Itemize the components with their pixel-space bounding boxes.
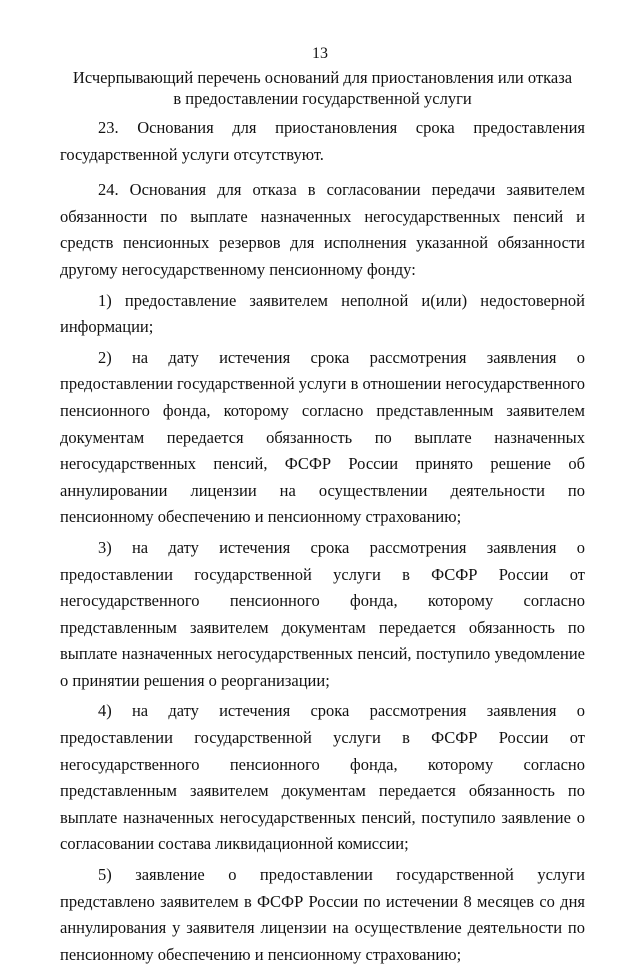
section-title-line-2: в предоставлении государственной услуги	[173, 89, 472, 108]
list-item-4: 4) на дату истечения срока рассмотрения заявления о предоставлении государственной услуги в ФСФР России от негосударственного пенсионного фонда, которому согласно представленным заявителем документам передается обязанность по выплате назначенных негосударственных пенсий, поступило заявление о согласовании состава ликвидационной комиссии;	[60, 701, 585, 854]
section-title	[60, 67, 585, 109]
paragraph-23: 23. Основания для приостановления срока предоставления государственной услуги отсутствуют.	[60, 118, 585, 164]
page-number: 13	[312, 45, 328, 62]
list-item-1: 1) предоставление заявителем неполной и(или) недостоверной информации;	[60, 290, 585, 337]
document-body	[60, 115, 585, 968]
paragraph-24: 24. Основания для отказа в согласовании передачи заявителем обязанности по выплате назначенных негосударственных пенсий и средств пенсионных резервов для исполнения указанной обязанности другому негосударственному пенсионному фонду:	[60, 180, 585, 279]
list-item-3: 3) на дату истечения срока рассмотрения заявления о предоставлении государственной услуги в ФСФР России от негосударственного пенсионного фонда, которому согласно представленным заявителем документам передается обязанность по выплате назначенных негосударственных пенсий, поступило уведомление о принятии решения о реорганизации;	[60, 537, 585, 690]
list-item-5: 5) заявление о предоставлении государственной услуги представлено заявителем в ФСФР России по истечении 8 месяцев со дня аннулирования у заявителя лицензии на осуществление деятельности по пенсионному обеспечению и пенсионному страхованию;	[60, 865, 585, 964]
list-item-2: 2) на дату истечения срока рассмотрения заявления о предоставлении государственной услуги в отношении негосударственного пенсионного фонда, которому согласно представленным заявителем документам передается обязанность по выплате назначенных негосударственных пенсий, ФСФР России принято решение об аннулировании лицензии на осуществлении деятельности по пенсионному обеспечению и пенсионному страхованию;	[60, 347, 585, 527]
section-title-line-1: Исчерпывающий перечень оснований для приостановления или отказа	[72, 68, 573, 87]
